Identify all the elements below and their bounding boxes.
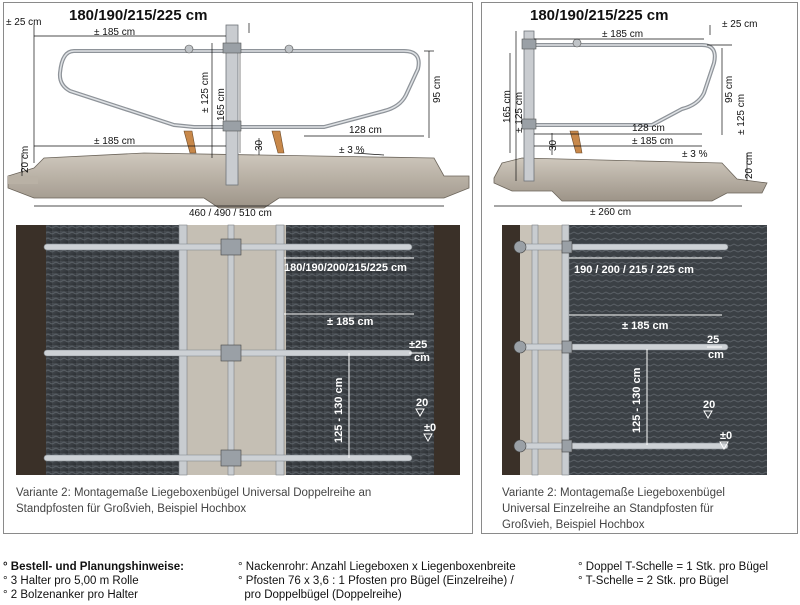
photo-20-label: 20 xyxy=(703,399,716,411)
caption-line: Großvieh, Beispiel Hochbox xyxy=(502,519,645,531)
double-t-clamp-lower xyxy=(223,121,241,131)
photo-185-label: ± 185 cm xyxy=(327,316,374,328)
note-item: ° 2 Bolzenanker pro Halter xyxy=(3,589,139,601)
slope-label: ± 3 % xyxy=(682,149,708,160)
top-offset-label: ± 25 cm xyxy=(722,19,758,30)
length-125-label: ± 125 cm xyxy=(736,93,747,135)
caption-line: Universal Einzelreihe an Standpfosten für xyxy=(502,503,714,515)
note-item: ° Doppel T-Schelle = 1 Stk. pro Bügel xyxy=(578,561,769,573)
length-128-label: 128 cm xyxy=(349,125,382,136)
height-95-label: 95 cm xyxy=(724,75,735,103)
rail-length-top-label: ± 185 cm xyxy=(94,27,136,38)
post xyxy=(524,31,534,181)
photo-25-value: 25 xyxy=(707,334,720,346)
single-row-diagram xyxy=(482,3,797,533)
foot-30-label: 30 xyxy=(254,139,265,151)
caption-double-row xyxy=(16,485,456,517)
note-item: ° T-Schelle = 2 Stk. pro Bügel xyxy=(578,575,729,587)
post-height-label: 165 cm xyxy=(216,88,227,121)
neck-height-label: ± 125 cm xyxy=(200,71,211,113)
double-row-diagram xyxy=(4,3,472,533)
slope-label: ± 3 % xyxy=(339,145,365,156)
photo-0-label: ±0 xyxy=(720,430,733,442)
base-20-label: 20 cm xyxy=(744,151,755,179)
notes-heading: ° Bestell- und Planungshinweise: xyxy=(3,561,184,573)
caption-line: Variante 2: Montagemaße Liegeboxenbügel xyxy=(502,487,725,499)
note-item: pro Doppelbügel (Doppelreihe) xyxy=(238,589,402,601)
total-width-label: 460 / 490 / 510 cm xyxy=(189,208,272,219)
note-item: ° Nackenrohr: Anzahl Liegeboxen x Liegenboxenbreite xyxy=(238,561,516,573)
concrete-base xyxy=(8,153,469,208)
size-title: 180/190/215/225 cm xyxy=(530,7,669,24)
length-128-label: 128 cm xyxy=(632,123,665,134)
note-item: ° Pfosten 76 x 3,6 : 1 Pfosten pro Bügel (Einzelreihe) / xyxy=(238,575,514,587)
photo-height-label: 125 - 130 cm xyxy=(631,367,643,433)
height-95-label: 95 cm xyxy=(432,75,443,103)
rail-length-bottom-label: ± 185 cm xyxy=(94,136,136,147)
double-t-clamp xyxy=(223,43,241,53)
caption-line: Variante 2: Montagemaße Liegeboxenbügel Universal Doppelreihe an xyxy=(16,487,372,499)
rail-length-top-label: ± 185 cm xyxy=(602,29,644,40)
photo-25-value: ±25 xyxy=(409,339,428,351)
photo-25-unit: cm xyxy=(414,352,430,364)
base-edge xyxy=(8,176,38,184)
concrete-base xyxy=(494,158,767,201)
holder-bracket xyxy=(184,131,196,153)
order-notes-col3 xyxy=(578,560,768,588)
total-width-label: ± 260 cm xyxy=(590,207,632,218)
photo-20-label: 20 xyxy=(416,397,429,409)
order-notes-col2 xyxy=(238,560,516,602)
order-notes-col1 xyxy=(3,560,184,602)
caption-line: Standpfosten für Großvieh, Beispiel Hochbox xyxy=(16,503,247,515)
size-title: 180/190/215/225 cm xyxy=(69,7,208,24)
double-row-panel xyxy=(3,2,473,534)
photo-25-unit: cm xyxy=(708,349,724,361)
photo-length-label: 190 / 200 / 215 / 225 cm xyxy=(574,264,694,276)
holder-bracket-right xyxy=(272,131,284,153)
photo-height-label: 125 - 130 cm xyxy=(333,377,345,443)
t-clamp xyxy=(522,39,536,49)
rail-length-bottom-label: ± 185 cm xyxy=(632,136,674,147)
photo-185-label: ± 185 cm xyxy=(622,320,669,332)
base-20-label: 20 cm xyxy=(20,145,31,173)
stall-rail xyxy=(534,45,715,125)
top-offset-label: ± 25 cm xyxy=(6,17,42,28)
caption-single-row xyxy=(502,485,782,533)
post-height-label: 165 cm xyxy=(502,90,513,123)
photo-length-label: 180/190/200/215/225 cm xyxy=(284,262,407,274)
neck-height-label: ± 125 cm xyxy=(514,91,525,133)
single-row-panel xyxy=(481,2,798,534)
foot-30-label: 30 xyxy=(548,139,559,151)
photo-0-label: ±0 xyxy=(424,422,437,434)
note-item: ° 3 Halter pro 5,00 m Rolle xyxy=(3,575,139,587)
